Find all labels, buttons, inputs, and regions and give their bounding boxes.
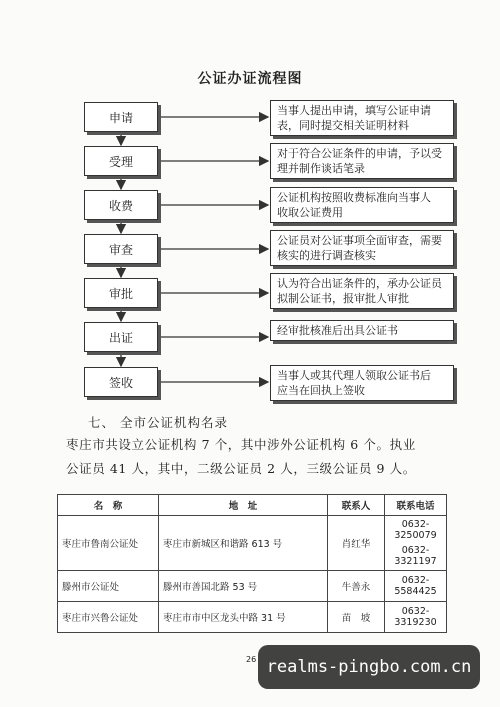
paragraph-line-1: 枣庄市共设立公证机构 7 个，其中涉外公证机构 6 个。执业 bbox=[66, 437, 416, 452]
description-line: 拟制公证书，报审批人审批 bbox=[277, 292, 409, 305]
description-line: 当事人或其代理人领取公证书后 bbox=[277, 369, 431, 382]
cell-phone bbox=[385, 516, 447, 571]
step-label: 审查 bbox=[108, 242, 133, 257]
cell-address: 枣庄市市中区龙头中路 31 号 bbox=[159, 602, 328, 633]
cell-name: 滕州市公证处 bbox=[58, 571, 159, 602]
step-description bbox=[270, 273, 454, 309]
phone-number: 0632-3250079 bbox=[394, 519, 437, 541]
step-label: 受理 bbox=[108, 154, 133, 169]
phone-number: 0632-3319230 bbox=[385, 602, 447, 633]
step-label: 申请 bbox=[108, 110, 133, 125]
cell-contact: 肖红华 bbox=[328, 516, 385, 571]
phone-number: 0632-3321197 bbox=[394, 545, 437, 567]
page-number: 26 bbox=[246, 655, 257, 664]
step-description bbox=[270, 230, 454, 266]
header-contact: 联系人 bbox=[328, 495, 385, 516]
step-box bbox=[84, 190, 158, 220]
description-line: 理并制作谈话笔录 bbox=[277, 162, 365, 175]
description-line: 对于符合公证条件的申请，予以受 bbox=[277, 147, 442, 160]
table-header-row bbox=[58, 495, 447, 516]
phone-number: 0632-5584425 bbox=[385, 571, 447, 602]
step-label: 审批 bbox=[108, 286, 133, 301]
cell-address: 枣庄市新城区和谐路 613 号 bbox=[159, 516, 328, 571]
notary-directory-table bbox=[57, 494, 447, 633]
step-description bbox=[270, 320, 454, 341]
step-label: 出证 bbox=[108, 330, 133, 345]
header-phone: 联系电话 bbox=[385, 495, 447, 516]
description-line: 应当在回执上签收 bbox=[277, 384, 365, 397]
cell-address: 滕州市善国北路 53 号 bbox=[159, 571, 328, 602]
description-line: 收取公证费用 bbox=[277, 206, 343, 219]
step-box bbox=[84, 367, 158, 397]
watermark-badge: realms-pingbo.com.cn bbox=[258, 645, 480, 689]
table-row bbox=[58, 602, 447, 633]
description-line: 公证机构按照收费标准向当事人 bbox=[277, 191, 431, 204]
step-description bbox=[270, 100, 454, 136]
step-box bbox=[84, 234, 158, 264]
step-box bbox=[84, 102, 158, 132]
table-row bbox=[58, 571, 447, 602]
paragraph-line-2: 公证员 41 人，其中，二级公证员 2 人，三级公证员 9 人。 bbox=[66, 461, 416, 476]
description-line: 当事人提出申请，填写公证申请 bbox=[277, 104, 431, 117]
cell-contact: 牛善永 bbox=[328, 571, 385, 602]
step-description bbox=[270, 143, 454, 179]
table-row bbox=[58, 516, 447, 571]
description-line: 经审批核准后出具公证书 bbox=[277, 324, 398, 337]
cell-name: 枣庄市鲁南公证处 bbox=[58, 516, 159, 571]
header-address: 地 址 bbox=[159, 495, 328, 516]
description-line: 核实的进行调查核实 bbox=[277, 249, 376, 262]
step-description bbox=[270, 187, 454, 223]
page-title: 公证办证流程图 bbox=[197, 71, 303, 87]
cell-name: 枣庄市兴鲁公证处 bbox=[58, 602, 159, 633]
step-label: 收费 bbox=[108, 198, 133, 213]
header-name: 名 称 bbox=[58, 495, 159, 516]
description-line: 认为符合出证条件的，承办公证员 bbox=[277, 277, 442, 290]
section-heading: 七、 全市公证机构名录 bbox=[88, 415, 228, 430]
step-box bbox=[84, 146, 158, 176]
description-line: 表，同时提交相关证明材料 bbox=[277, 119, 409, 132]
step-box bbox=[84, 322, 158, 352]
step-description bbox=[270, 365, 454, 401]
description-line: 公证员对公证事项全面审查，需要 bbox=[277, 234, 442, 247]
cell-contact: 苗 坡 bbox=[328, 602, 385, 633]
step-label: 签收 bbox=[108, 375, 133, 390]
step-box bbox=[84, 278, 158, 308]
